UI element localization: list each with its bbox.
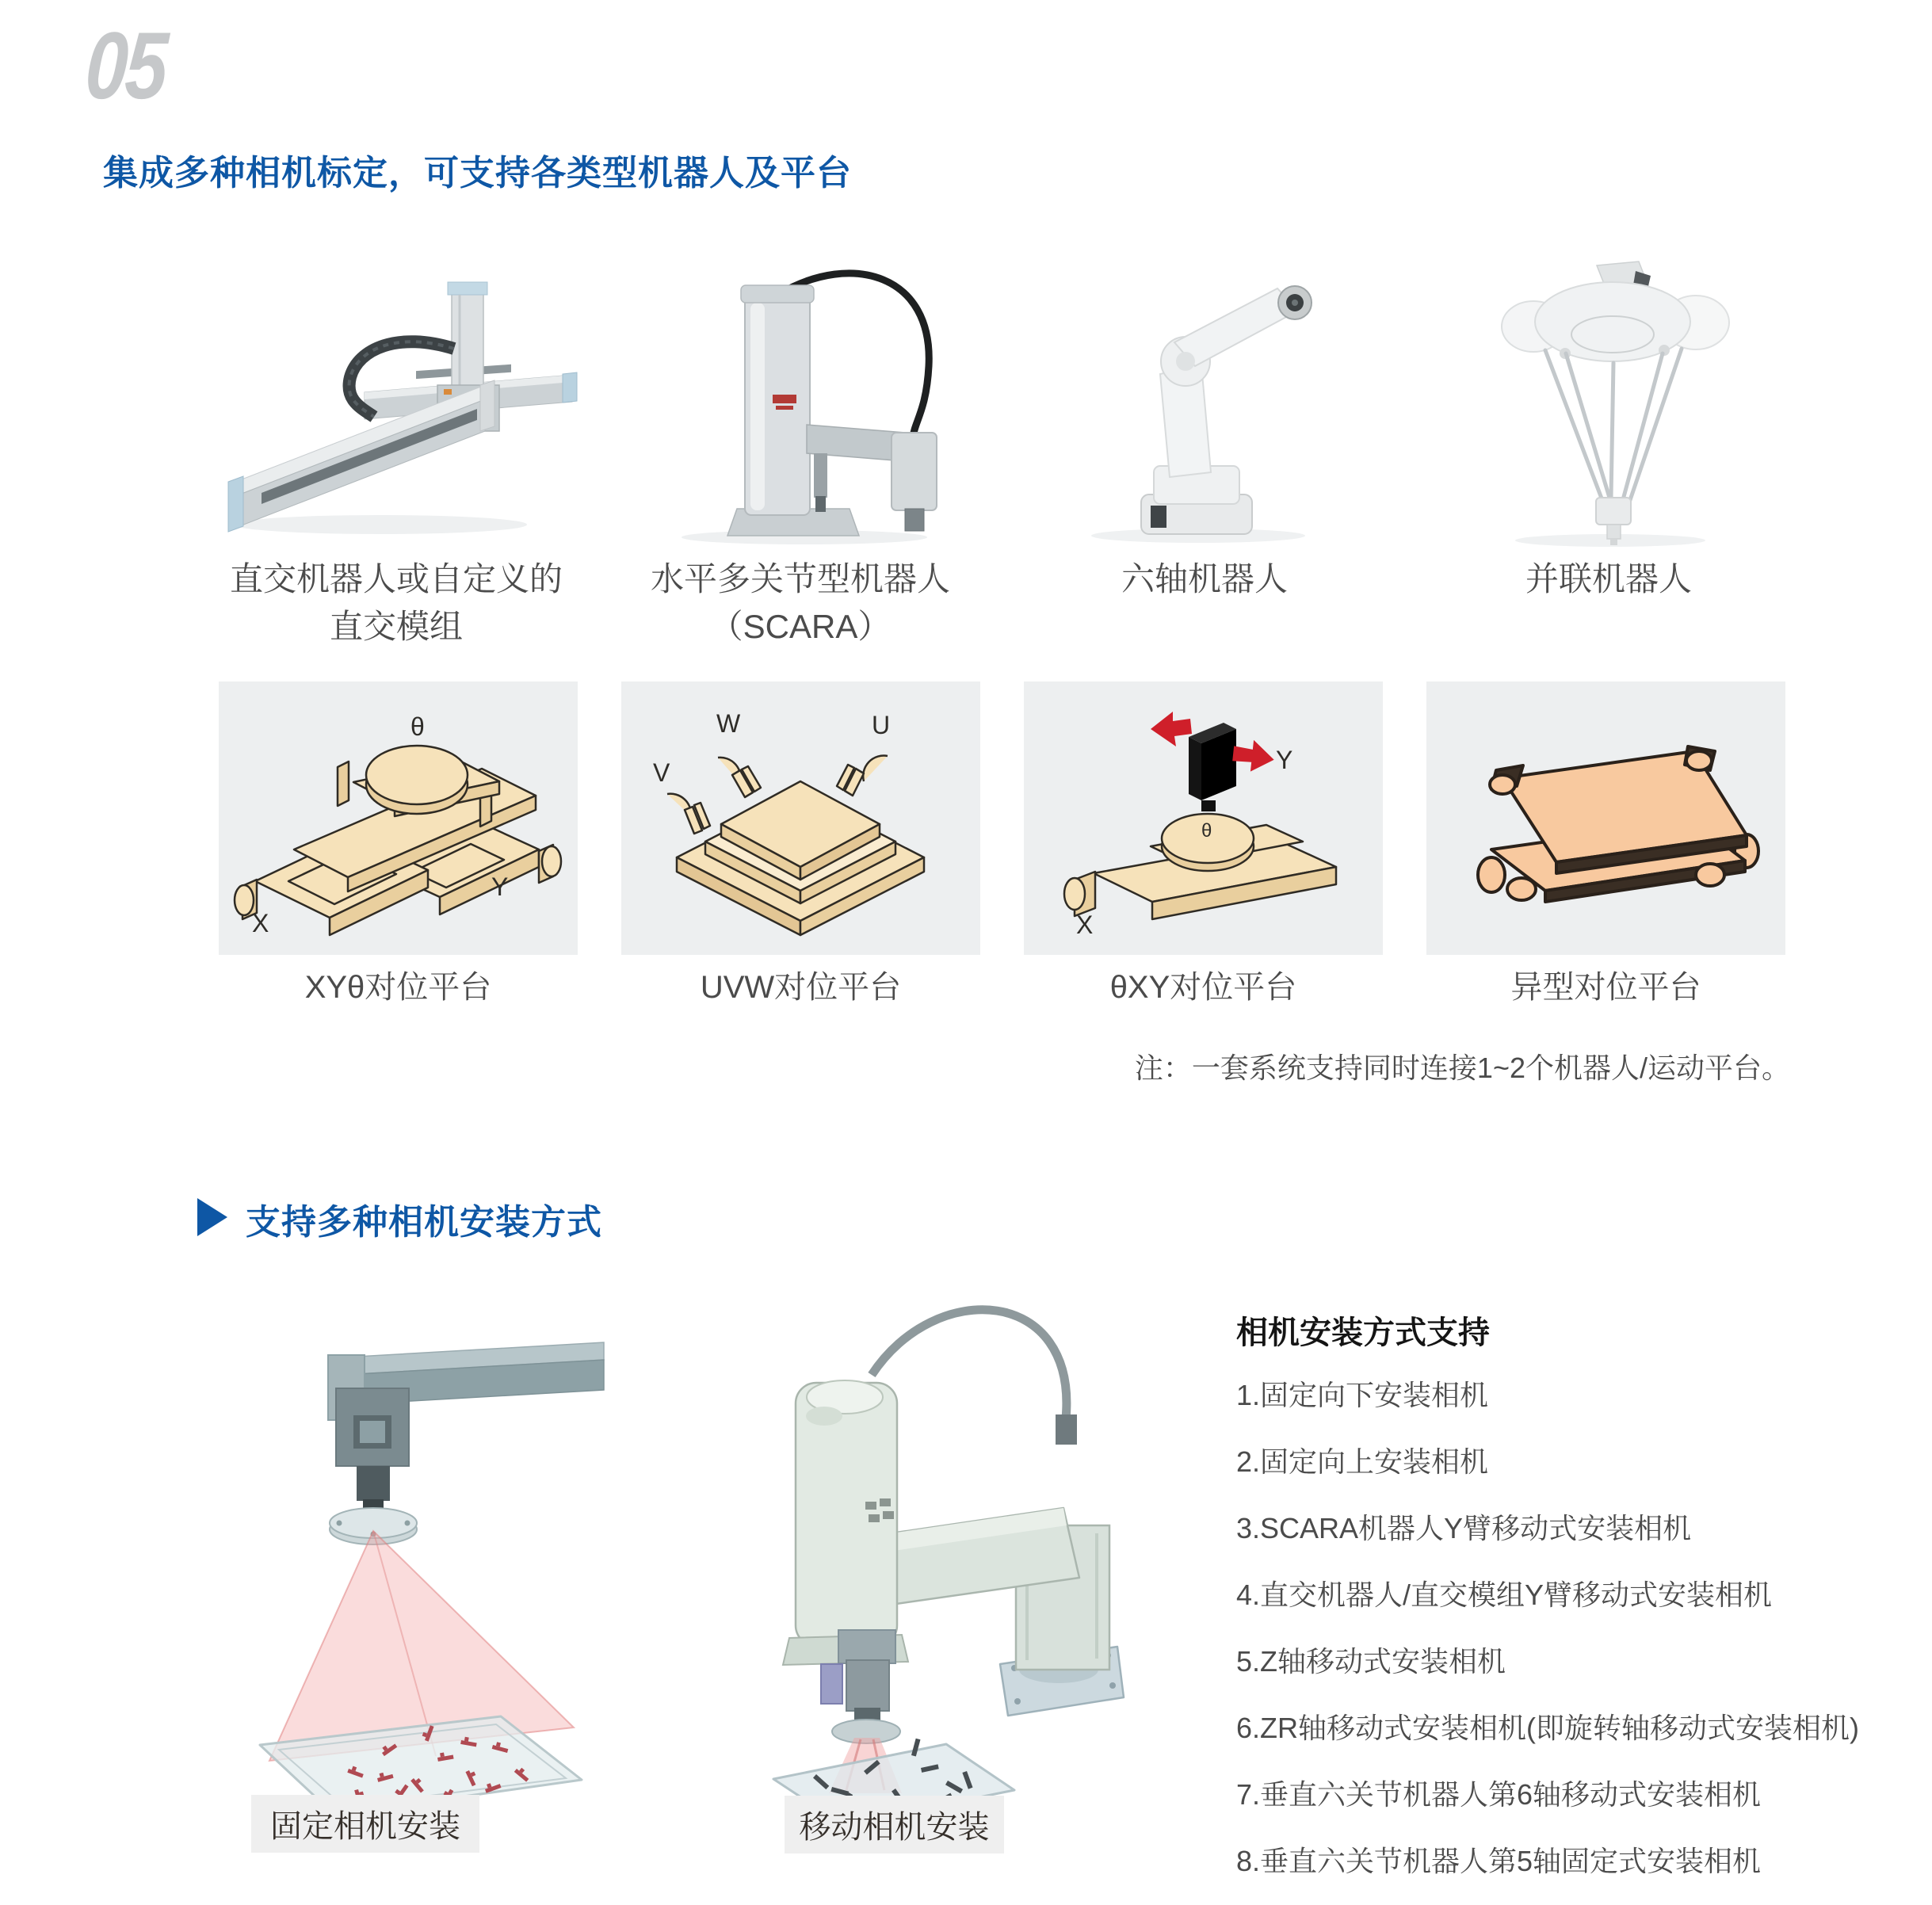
list-item: 4.直交机器人/直交模组Y臂移动式安装相机 bbox=[1236, 1579, 1773, 1611]
robot-card-scara bbox=[618, 230, 983, 645]
note-text: 注：一套系统支持同时连接1~2个机器人/运动平台。 bbox=[1134, 1052, 1790, 1084]
list-item: 1.固定向下安装相机 bbox=[1236, 1379, 1489, 1411]
robot-card-cartesian bbox=[214, 230, 578, 645]
mount-list bbox=[1236, 1380, 1859, 1876]
list-item: 3.SCARA机器人Y臂移动式安装相机 bbox=[1236, 1512, 1692, 1544]
robot-caption-cartesian: 直交机器人或自定义的直交模组 bbox=[229, 560, 563, 645]
platform-caption-thetaxy: θXY对位平台 bbox=[1109, 970, 1297, 1005]
platform-caption-uvw: UVW对位平台 bbox=[700, 970, 902, 1005]
robot-card-sixaxis bbox=[1022, 230, 1387, 602]
robot-card-delta bbox=[1426, 230, 1791, 602]
section-robots-title: 集成多种相机标定，可支持各类型机器人及平台 bbox=[103, 154, 852, 193]
robot-caption-sixaxis: 六轴机器人 bbox=[1121, 560, 1288, 597]
page-number: 05 bbox=[82, 13, 169, 119]
section-mounting-title: 支持多种相机安装方式 bbox=[246, 1203, 602, 1242]
list-item: 2.固定向上安装相机 bbox=[1236, 1445, 1489, 1478]
axis-label-v: V bbox=[653, 758, 670, 787]
platform-caption-xytheta: XYθ对位平台 bbox=[304, 970, 492, 1005]
six-axis-robot-image bbox=[1022, 230, 1387, 547]
custom-platform-image bbox=[1426, 681, 1785, 955]
axis-label-y: Y bbox=[1276, 746, 1293, 774]
thetaxy-platform-image bbox=[1024, 681, 1383, 955]
robot-caption-scara: 水平多关节型机器人（SCARA） bbox=[650, 560, 950, 645]
uvw-platform-image bbox=[621, 681, 980, 955]
delta-robot-image bbox=[1426, 230, 1791, 547]
arrow-right-icon bbox=[197, 1198, 227, 1236]
scara-robot-image bbox=[618, 230, 983, 547]
platform-card-custom bbox=[1426, 681, 1785, 955]
axis-label-y: Y bbox=[491, 872, 509, 901]
axis-label-w: W bbox=[716, 709, 741, 738]
xytheta-platform-image bbox=[219, 681, 578, 955]
robot-caption-delta: 并联机器人 bbox=[1525, 560, 1692, 597]
mount-list-title: 相机安装方式支持 bbox=[1236, 1315, 1490, 1350]
axis-label-u: U bbox=[872, 711, 891, 739]
cartesian-robot-image bbox=[214, 230, 578, 547]
fixed-camera-label: 固定相机安装 bbox=[251, 1795, 479, 1853]
axis-label-x: X bbox=[1076, 911, 1094, 939]
axis-label-theta: θ bbox=[410, 712, 425, 741]
platform-card-xytheta bbox=[219, 681, 578, 955]
mobile-camera-mount-image bbox=[745, 1264, 1125, 1827]
platform-card-thetaxy bbox=[1024, 681, 1383, 955]
axis-label-x: X bbox=[252, 909, 269, 937]
fixed-camera-mount-image bbox=[238, 1315, 618, 1823]
list-item: 5.Z轴移动式安装相机 bbox=[1236, 1645, 1506, 1678]
list-item: 8.垂直六关节机器人第5轴固定式安装相机 bbox=[1236, 1845, 1762, 1877]
mobile-camera-label: 移动相机安装 bbox=[785, 1796, 1004, 1853]
platform-card-uvw bbox=[621, 681, 980, 955]
platform-caption-custom: 异型对位平台 bbox=[1510, 970, 1701, 1005]
list-item: 6.ZR轴移动式安装相机(即旋转轴移动式安装相机) bbox=[1236, 1712, 1859, 1744]
list-item: 7.垂直六关节机器人第6轴移动式安装相机 bbox=[1236, 1778, 1762, 1811]
axis-label-theta: θ bbox=[1201, 820, 1212, 842]
